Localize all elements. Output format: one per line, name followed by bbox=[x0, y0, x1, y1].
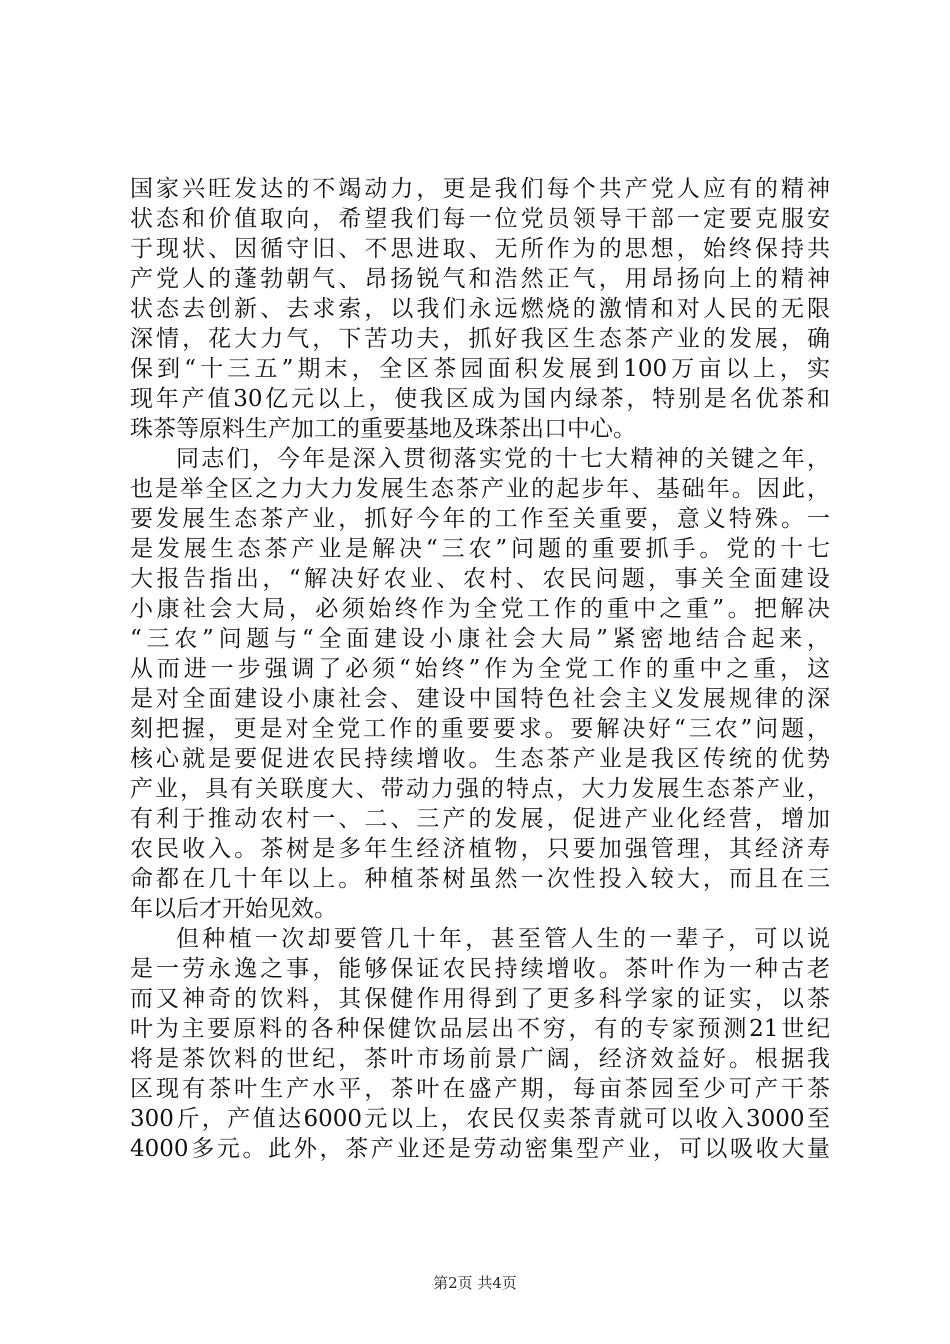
text-line: 有利于推动农村一、二、三产的发展，促进产业化经营，增加 bbox=[130, 806, 830, 832]
text-line: 而又神奇的饮料，其保健作用得到了更多科学家的证实，以茶 bbox=[130, 986, 830, 1012]
text-line: 从而进一步强调了必须“始终”作为全党工作的重中之重，这 bbox=[130, 656, 830, 682]
text-line: 产党人的蓬勃朝气、昂扬锐气和浩然正气，用昂扬向上的精神 bbox=[130, 266, 830, 292]
text-line: 300斤，产值达6000元以上，农民仅卖茶青就可以收入3000至 bbox=[130, 1106, 830, 1132]
text-line: 国家兴旺发达的不竭动力，更是我们每个共产党人应有的精神 bbox=[130, 176, 830, 202]
text-line: 状态去创新、去求索，以我们永远燃烧的激情和对人民的无限 bbox=[130, 296, 830, 322]
text-line: 4000多元。此外，茶产业还是劳动密集型产业，可以吸收大量 bbox=[130, 1136, 830, 1162]
text-line: 也是举全区之力大力发展生态茶产业的起步年、基础年。因此， bbox=[130, 476, 830, 502]
document-body bbox=[130, 174, 830, 1164]
text-line: 深情，花大力气，下苦功夫，抓好我区生态茶产业的发展，确 bbox=[130, 326, 830, 352]
text-line: 叶为主要原料的各种保健饮品层出不穷，有的专家预测21世纪 bbox=[130, 1016, 830, 1042]
text-line: 刻把握，更是对全党工作的重要要求。要解决好“三农”问题， bbox=[130, 716, 830, 742]
text-line: 要发展生态茶产业，抓好今年的工作至关重要，意义特殊。一 bbox=[130, 506, 830, 532]
text-line: 农民收入。茶树是多年生经济植物，只要加强管理，其经济寿 bbox=[130, 836, 830, 862]
text-line: 区现有茶叶生产水平，茶叶在盛产期，每亩茶园至少可产干茶 bbox=[130, 1076, 830, 1102]
text-line: 小康社会大局，必须始终作为全党工作的重中之重”。把解决 bbox=[130, 596, 830, 622]
text-line: 年以后才开始见效。 bbox=[130, 896, 337, 922]
text-line: 同志们，今年是深入贯彻落实党的十七大精神的关键之年， bbox=[176, 446, 830, 472]
paragraph bbox=[130, 174, 830, 444]
text-line: 是对全面建设小康社会、建设中国特色社会主义发展规律的深 bbox=[130, 686, 830, 712]
text-line: 命都在几十年以上。种植茶树虽然一次性投入较大，而且在三 bbox=[130, 866, 830, 892]
text-line: 大报告指出，“解决好农业、农村、农民问题，事关全面建设 bbox=[130, 566, 830, 592]
text-line: 是发展生态茶产业是解决“三农”问题的重要抓手。党的十七 bbox=[130, 536, 830, 562]
text-line: 状态和价值取向，希望我们每一位党员领导干部一定要克服安 bbox=[130, 206, 830, 232]
text-line: 珠茶等原料生产加工的重要基地及珠茶出口中心。 bbox=[130, 416, 636, 442]
paragraph bbox=[130, 924, 830, 1164]
text-line: 核心就是要促进农民持续增收。生态茶产业是我区传统的优势 bbox=[130, 746, 830, 772]
text-line: 但种植一次却要管几十年，甚至管人生的一辈子，可以说 bbox=[176, 926, 830, 952]
paragraph bbox=[130, 444, 830, 924]
text-line: “三农”问题与“全面建设小康社会大局”紧密地结合起来， bbox=[130, 626, 830, 652]
text-line: 是一劳永逸之事，能够保证农民持续增收。茶叶作为一种古老 bbox=[130, 956, 830, 982]
text-line: 保到“十三五”期末，全区茶园面积发展到100万亩以上，实 bbox=[130, 356, 830, 382]
text-line: 于现状、因循守旧、不思进取、无所作为的思想，始终保持共 bbox=[130, 236, 830, 262]
text-line: 将是茶饮料的世纪，茶叶市场前景广阔，经济效益好。根据我 bbox=[130, 1046, 830, 1072]
text-line: 产业，具有关联度大、带动力强的特点，大力发展生态茶产业， bbox=[130, 776, 830, 802]
text-line: 现年产值30亿元以上，使我区成为国内绿茶，特别是名优茶和 bbox=[130, 386, 830, 412]
page-footer: 第2页 共4页 bbox=[433, 1274, 517, 1292]
